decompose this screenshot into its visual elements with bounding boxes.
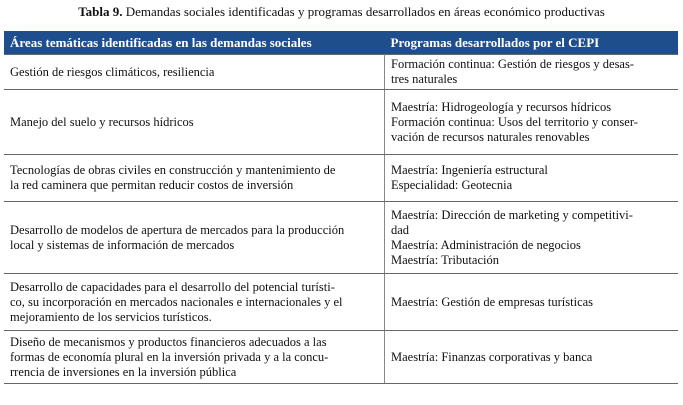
table-caption (0, 3, 683, 20)
area-cell-line: formas de economía plural en la inversión privada y a la concu- (10, 349, 329, 364)
table-row (4, 274, 678, 331)
table-row (4, 90, 678, 155)
programs-cell (385, 274, 679, 331)
programs-cell (385, 202, 679, 274)
area-cell (4, 155, 385, 202)
programs-cell (385, 155, 679, 202)
caption-label: Tabla 9. (78, 4, 123, 19)
area-cell-line: local y sistemas de información de mercados (10, 237, 235, 252)
programs-cell-line: vación de recursos naturales renovables (391, 129, 590, 144)
programs-cell-line: Maestría: Finanzas corporativas y banca (391, 349, 593, 364)
table-header-row (4, 31, 678, 55)
area-cell-line: la red caminera que permitan reducir costos de inversión (10, 178, 294, 192)
area-cell (4, 202, 385, 274)
table-row (4, 55, 678, 90)
area-cell-line: Diseño de mecanismos y productos financieros adecuados a las (10, 334, 327, 349)
programs-cell-line: Maestría: Gestión de empresas turísticas (391, 294, 594, 309)
area-cell-line: Tecnologías de obras civiles en construcción y mantenimiento de (10, 163, 336, 177)
area-cell-line: rrencia de inversiones en la inversión pública (10, 364, 237, 379)
programs-cell-line: Formación continua: Usos del territorio y conser- (391, 114, 638, 129)
programs-cell-line: Maestría: Administración de negocios (391, 237, 581, 252)
programs-cell (385, 331, 679, 384)
programs-cell-line: Maestría: Dirección de marketing y competitivi- (391, 207, 633, 222)
area-cell-line: co, su incorporación en mercados nacionales e internacionales y el (10, 294, 343, 309)
programs-cell (385, 90, 679, 155)
caption-text: Demandas sociales identificadas y programas desarrollados en áreas económico productivas (122, 4, 605, 19)
programs-cell-line: dad (391, 222, 410, 237)
demands-programs-table (4, 31, 678, 384)
programs-cell-line: Formación continua: Gestión de riesgos y desas- (391, 57, 635, 71)
area-cell-line: Manejo del suelo y recursos hídricos (10, 114, 194, 129)
header-areas: Áreas temáticas identificadas en las demandas sociales (4, 31, 385, 55)
area-cell-line: mejoramiento de los servicios turísticos. (10, 309, 212, 324)
area-cell-line: Desarrollo de capacidades para el desarrollo del potencial turísti- (10, 279, 335, 294)
programs-cell (385, 55, 679, 90)
programs-cell-line: tres naturales (391, 72, 458, 86)
area-cell-line: Desarrollo de modelos de apertura de mercados para la producción (10, 222, 345, 237)
programs-cell-line: Maestría: Ingeniería estructural (391, 163, 548, 177)
area-cell (4, 331, 385, 384)
area-cell-line: Gestión de riesgos climáticos, resiliencia (10, 64, 215, 79)
area-cell (4, 274, 385, 331)
area-cell (4, 55, 385, 90)
programs-cell-line: Especialidad: Geotecnia (391, 178, 513, 192)
header-programs: Programas desarrollados por el CEPI (385, 31, 679, 55)
table-row (4, 331, 678, 384)
programs-cell-line: Maestría: Hidrogeología y recursos hídricos (391, 99, 612, 114)
area-cell (4, 90, 385, 155)
programs-cell-line: Maestría: Tributación (391, 252, 499, 267)
table-row (4, 202, 678, 274)
table-row (4, 155, 678, 202)
